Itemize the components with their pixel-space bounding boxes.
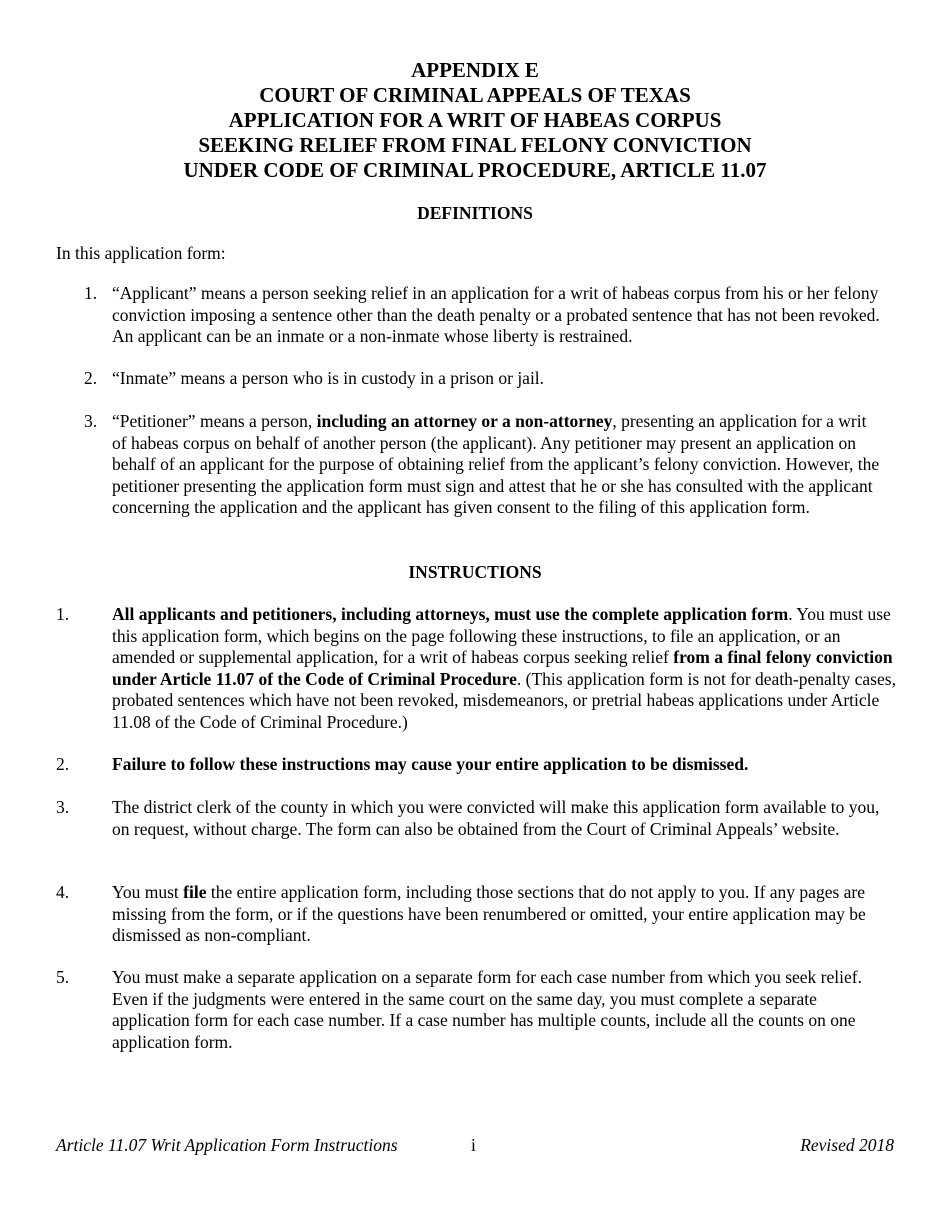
definitions-heading: DEFINITIONS — [417, 203, 533, 223]
document-title — [0, 58, 950, 183]
instruction-item — [56, 797, 896, 840]
instruction-item — [56, 754, 896, 776]
definition-item — [84, 283, 884, 348]
instruction-text: The district clerk of the county in which you were convicted will make this application form available to you, on request, without charge. The form can also be obtained from the Court of Criminal Appeals’ website. — [112, 797, 880, 839]
instruction-bold-text: All applicants and petitioners, including attorneys, must use the complete application form — [112, 604, 789, 624]
instruction-bold-text: file — [183, 882, 207, 902]
definition-number: 2. — [84, 368, 98, 388]
instruction-number: 5. — [56, 967, 70, 987]
instruction-text-part: You must — [112, 882, 184, 902]
footer-page-number: i — [471, 1135, 476, 1155]
instruction-bold-text: Failure to follow these instructions may cause your entire application to be dismissed. — [112, 754, 749, 774]
instruction-number: 1. — [56, 604, 70, 624]
title-line: APPLICATION FOR A WRIT OF HABEAS CORPUS — [228, 108, 722, 132]
definition-text: “Applicant” means a person seeking relief in an application for a writ of habeas corpus from his or her felony conviction imposing a sentence other than the death penalty or a probated sentence that has not been revoked. An applicant can be an inmate or a non-inmate whose liberty is restrained. — [112, 283, 880, 346]
instruction-bold-text: from a final felony conviction under Article 11.07 of the Code of Criminal Procedure — [112, 647, 893, 689]
footer-form-title: Article 11.07 Writ Application Form Instructions — [56, 1135, 398, 1155]
definition-number: 1. — [84, 283, 98, 303]
title-line: APPENDIX E — [411, 58, 539, 82]
title-line: UNDER CODE OF CRIMINAL PROCEDURE, ARTICLE 11.07 — [183, 158, 767, 182]
title-line: COURT OF CRIMINAL APPEALS OF TEXAS — [259, 83, 691, 107]
title-line: SEEKING RELIEF FROM FINAL FELONY CONVICTION — [198, 133, 752, 157]
definition-bold-text: including an attorney or a non-attorney — [316, 411, 613, 431]
definition-text: “Inmate” means a person who is in custody in a prison or jail. — [112, 368, 545, 388]
instruction-text-part: . (This application form is not for death-penalty cases, probated sentences which have not been revoked, misdemeanors, or pretrial habeas applications under Article 11.08 of the Code of Criminal Procedure.) — [112, 668, 896, 732]
instruction-item — [56, 967, 896, 1053]
definition-item — [84, 368, 884, 390]
instruction-text-part: . You must use this application form, which begins on the page following these instructions, to file an application, or an amended or supplemental application, for a writ of habeas corpus seeking relief — [112, 604, 891, 667]
instruction-item — [56, 604, 896, 733]
definition-text-part: “Petitioner” means a person, — [112, 411, 317, 431]
instruction-text — [112, 754, 896, 776]
instruction-text — [112, 604, 896, 733]
instruction-item — [56, 882, 896, 947]
definition-text — [112, 411, 884, 519]
instruction-number: 4. — [56, 882, 70, 902]
definitions-intro: In this application form: — [56, 243, 226, 263]
instruction-number: 2. — [56, 754, 70, 774]
instruction-number: 3. — [56, 797, 70, 817]
definition-text-part: , presenting an application for a writ of habeas corpus on behalf of another person (the applicant). Any petitioner may present an application on behalf of an applicant for the purpose of obtaining relief from the applicant’s felony conviction. However, the petitioner presenting the application form must sign and attest that he or she has consulted with the applicant concerning the application and the applicant has given consent to the filing of this application form. — [112, 411, 880, 517]
footer-revision: Revised 2018 — [800, 1135, 894, 1155]
instruction-text — [112, 882, 896, 947]
instruction-text-part: the entire application form, including those sections that do not apply to you. If any pages are missing from the form, or if the questions have been renumbered or omitted, your entire application may be dismissed as non-compliant. — [112, 882, 866, 945]
definition-number: 3. — [84, 411, 98, 431]
definition-item — [84, 411, 884, 519]
instructions-heading: INSTRUCTIONS — [408, 562, 542, 582]
instruction-text: You must make a separate application on a separate form for each case number from which you seek relief. Even if the judgments were entered in the same court on the same day, you must complete a separate application form for each case number. If a case number has multiple counts, include all the counts on one application form. — [112, 967, 862, 1052]
